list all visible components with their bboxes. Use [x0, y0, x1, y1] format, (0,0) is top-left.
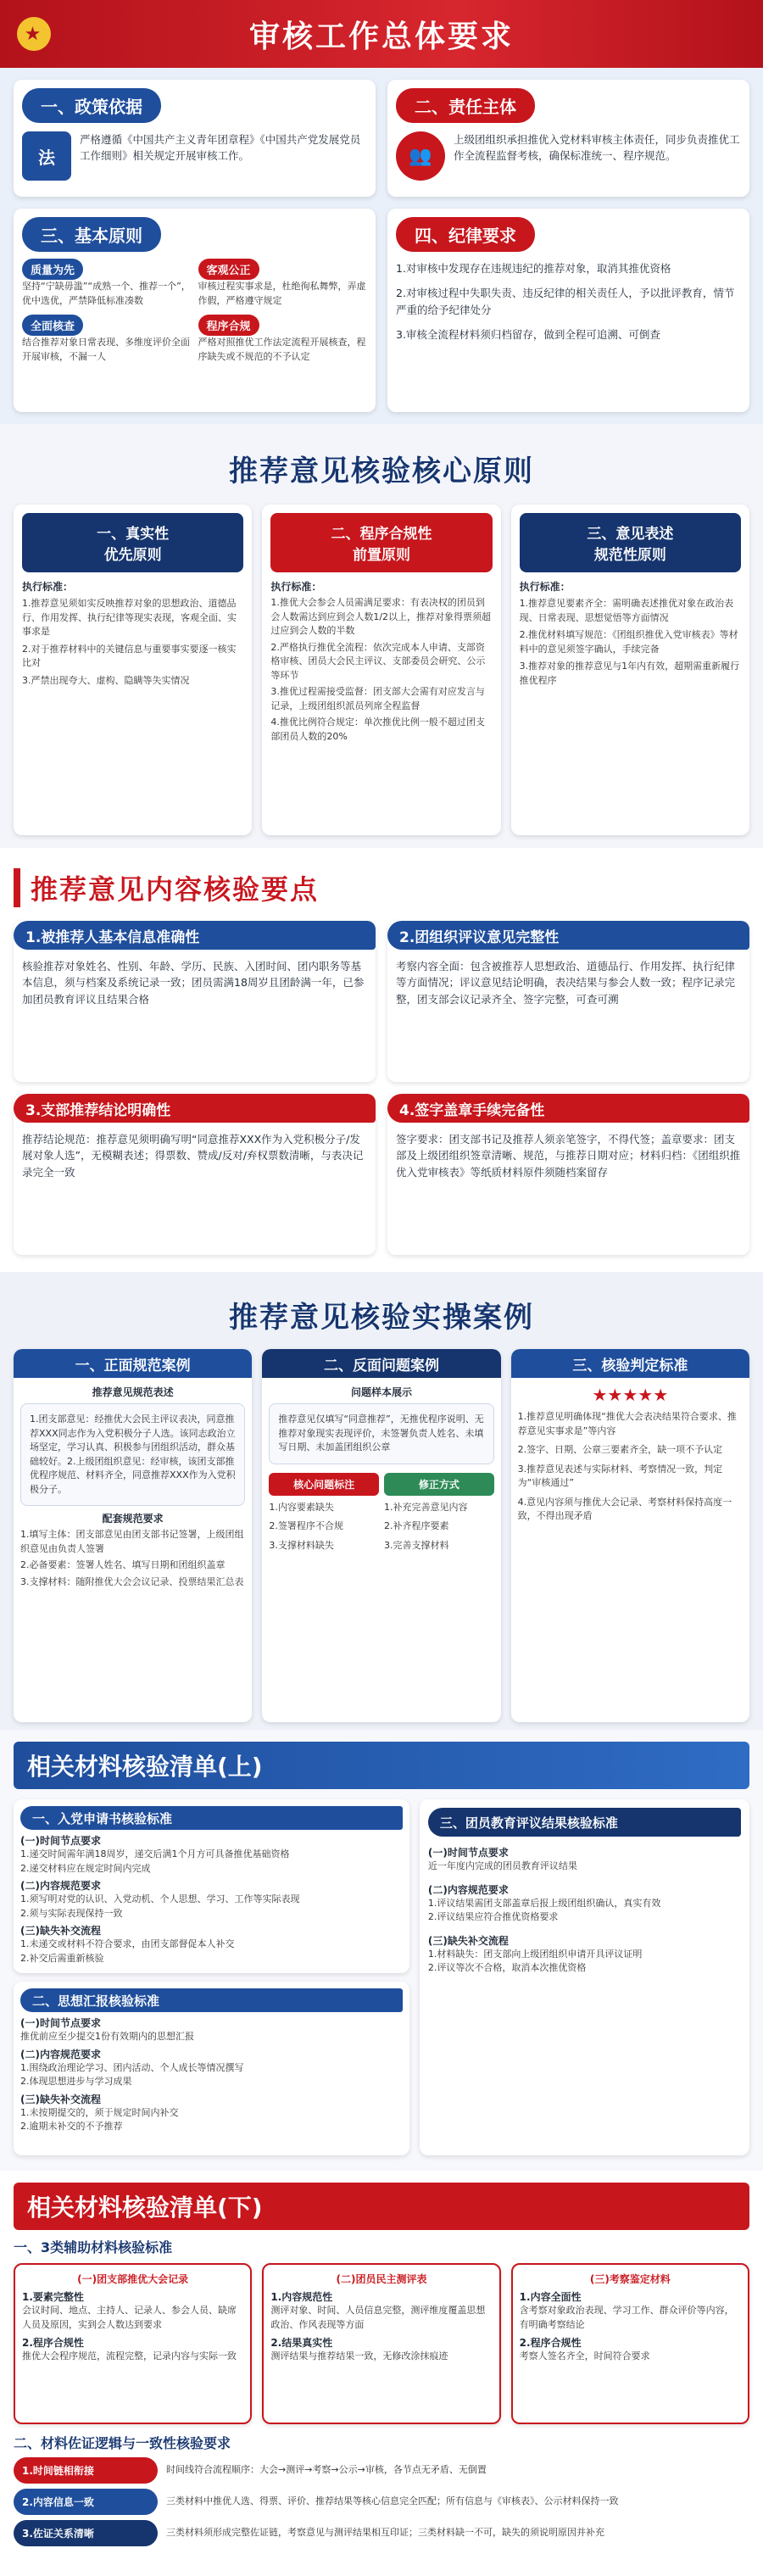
- list1-section: [0, 1730, 763, 2171]
- list1-title: 相关材料核验清单(上): [14, 1742, 749, 1789]
- discipline-item: 2.对审核过程中失职失责、违反纪律的相关责任人，予以批评教育，情节严重的给予纪律处分: [396, 287, 735, 316]
- content-title: 推荐意见内容核验要点: [31, 873, 320, 906]
- policy-text: 严格遵循《中国共产主义青年团章程》《中国共产党发展党员工作细则》相关规定开展审核工作。: [80, 133, 361, 163]
- aux-material: (一)团支部推优大会记录 1.要素完整性 会议时间、地点、主持人、记录人、参会人员、缺席人员及原因，实到会人数达到要求 2.程序合规性 推优大会程序规范，流程完整，记录内容与实际一致: [14, 2263, 252, 2424]
- content-title-bar: [14, 868, 749, 907]
- content-item: 3.支部推荐结论明确性 推荐结论规范：推荐意见须明确写明“同意推荐XXX作为入党积极分子/发展对象人选”，无模糊表述；得票数、赞成/反对/弃权票数清晰，与表决记录完全一致: [14, 1094, 376, 1255]
- consistency-row: 1.时间链相衔接 时间线符合流程顺序：大会→测评→考察→公示→审核，各节点无矛盾、无倒置: [14, 2457, 749, 2484]
- title-banner: [0, 0, 763, 68]
- principles-card: [14, 209, 376, 412]
- policy-heading: 一、政策依据: [22, 88, 161, 123]
- overview-section: [0, 68, 763, 424]
- list2-title: 相关材料核验清单(下): [14, 2183, 749, 2230]
- principle-item: 全面核查 结合推荐对象日常表现、多维度评价全面开展审核，不漏一人: [22, 315, 192, 364]
- subject-text: 上级团组织承担推优入党材料审核主体责任，同步负责推优工作全流程监督考核，确保标准统一、程序规范。: [454, 133, 740, 163]
- consistency-row: 3.佐证关系清晰 三类材料须形成完整佐证链，考察意见与测评结果相互印证；三类材料缺一不可，缺失的须说明原因并补充: [14, 2520, 749, 2546]
- list2-subtitle: 一、3类辅助材料核验标准: [14, 2239, 173, 2255]
- principles-heading: 三、基本原则: [22, 217, 161, 252]
- discipline-heading: 四、纪律要求: [396, 217, 535, 252]
- people-icon: 👥: [396, 131, 445, 181]
- case-standard: 三、核验判定标准 ★★★★★ 1.推荐意见明确体现“推优大会表决结果符合要求、推荐意见实事求是”等内容 2.签字、日期、公章三要素齐全，缺一项不予认定 3.推荐意见表述与实际材料、考察情况一致，判定为“审核通过” 4.意见内容须与推优大会记录、考察材料保持高度一致，不得出现矛盾: [511, 1349, 749, 1722]
- case-positive: 一、正面规范案例 推荐意见规范表述 1.团支部意见：经推优大会民主评议表决，同意推荐XXX同志作为入党积极分子人选。该同志政治立场坚定，学习认真、积极参与团组织活动，群众基础较好。2.上级团组织意见：经审核，该团支部推优程序规范、材料齐全，同意推荐XXX作为入党积极分子。 配套规范要求 1.填写主体：团支部意见由团支部书记签署，上级团组织意见由负责人签署 2.必备要素：签署人姓名、填写日期和团组织盖章 3.支撑材料：随附推优大会会议记录、投票结果汇总表: [14, 1349, 252, 1722]
- discipline-item: 1.对审核中发现存在违规违纪的推荐对象，取消其推优资格: [396, 262, 671, 275]
- consistency-subtitle: 二、材料佐证逻辑与一致性核验要求: [14, 2435, 231, 2451]
- content-section: [0, 848, 763, 1272]
- content-item: 4.签字盖章手续完备性 签字要求：团支部书记及推荐人须亲笔签字，不得代签；盖章要求：团支部及上级团组织签章清晰、规范，与推荐日期对应；材料归档：《团组织推优入党审核表》等纸质材料原件须随档案留存: [387, 1094, 749, 1255]
- aux-material: (三)考察鉴定材料 1.内容全面性 含考察对象政治表现、学习工作、群众评价等内容，有明确考察结论 2.程序合规性 考察人签名齐全，时间符合要求: [511, 2263, 749, 2424]
- core-col-expression: 三、意见表述 规范性原则 执行标准： 1.推荐意见要素齐全：需明确表述推优对象在政治表现、日常表现、思想觉悟等方面情况 2.推优材料填写规范：《团组织推优入党审核表》等材料中的意见须签字确认，手续完备 3.推荐对象的推荐意见与1年内有效，超期需重新履行推优程序: [511, 505, 749, 835]
- principle-item: 程序合规 严格对照推优工作法定流程开展核查，程序缺失或不规范的不予认定: [198, 315, 368, 364]
- core-col-title: 一、真实性 优先原则: [22, 513, 243, 572]
- policy-card: [14, 80, 376, 197]
- case-negative: 二、反面问题案例 问题样本展示 推荐意见仅填写“同意推荐”，无推优程序说明、无推荐对象现实表现评价，未签署负责人姓名、未填写日期、未加盖团组织公章 核心问题标注 修正方式 1.内容要素缺失 1.补充完善意见内容 2.签署程序不合规 2.补齐程序要素 3.支撑材料缺失 3.完善支撑材料: [262, 1349, 500, 1722]
- subject-card: [387, 80, 749, 197]
- discipline-item: 3.审核全流程材料须归档留存，做到全程可追溯、可倒查: [396, 328, 660, 342]
- content-item: 1.被推荐人基本信息准确性 核验推荐对象姓名、性别、年龄、学历、民族、入团时间、团内职务等基本信息，须与档案及系统记录一致；团员需满18周岁且团龄满一年，已参加团员教育评议且结果合格: [14, 921, 376, 1082]
- list1-evaluation: 三、团员教育评议结果核验标准 (一)时间节点要求 近一年度内完成的团员教育评议结果 (二)内容规范要求 1.评议结果需团支部盖章后报上级团组织确认，真实有效 2.评议结果应符合推优资格要求 (三)缺失补交流程 1.材料缺失：团支部向上级团组织申请开具评议证明 2.评议等次不合格，取消本次推优资格: [420, 1799, 749, 2155]
- content-item: 2.团组织评议意见完整性 考察内容全面：包含被推荐人思想政治、道德品行、作用发挥、执行纪律等方面情况；评议意见结论明确，表决结果与参会人数一致；程序记录完整，团支部会议记录齐全、签字完整，可查可溯: [387, 921, 749, 1082]
- core-col-title: 二、程序合规性 前置原则: [270, 513, 492, 572]
- list1-report: 二、思想汇报核验标准 (一)时间节点要求 推优前应至少提交1份有效期内的思想汇报 (二)内容规范要求 1.围绕政治理论学习、团内活动、个人成长等情况撰写 2.体现思想进步与学习成果 (三)缺失补交流程 1.未按期提交的，须于规定时间内补交 2.逾期未补交的不予推荐: [14, 1982, 409, 2155]
- cases-section: [0, 1272, 763, 1730]
- party-emblem-icon: ★: [17, 17, 51, 51]
- cases-title: 推荐意见核验实操案例: [229, 1301, 534, 1335]
- page-title: 审核工作总体要求: [248, 19, 514, 54]
- aux-material: (二)团员民主测评表 1.内容规范性 测评对象、时间、人员信息完整，测评维度覆盖思想政治、作风表现等方面 2.结果真实性 测评结果与推荐结果一致，无修改涂抹痕迹: [262, 2263, 500, 2424]
- list2-section: [0, 2171, 763, 2576]
- discipline-card: [387, 209, 749, 412]
- principle-item: 质量为先 坚持“宁缺毋滥”“成熟一个、推荐一个”，优中选优，严禁降低标准凑数: [22, 259, 192, 308]
- rating-stars: ★★★★★: [592, 1385, 669, 1405]
- subject-heading: 二、责任主体: [396, 88, 535, 123]
- list1-application: 一、入党申请书核验标准 (一)时间节点要求 1.递交时间需年满18周岁，递交后满1个月方可具备推优基础资格 2.递交材料应在规定时间内完成 (二)内容规范要求 1.须写明对党的认识、入党动机、个人思想、学习、工作等实际表现 2.须与实际表现保持一致 (三)缺失补交流程 1.未递交或材料不符合要求，由团支部督促本人补交 2.补交后需重新核验: [14, 1799, 409, 1973]
- principle-item: 客观公正 审核过程实事求是，杜绝徇私舞弊，弄虚作假，严格遵守规定: [198, 259, 368, 308]
- consistency-row: 2.内容信息一致 三类材料中推优人选、得票、评价、推荐结果等核心信息完全匹配；所有信息与《审核表》、公示材料保持一致: [14, 2489, 749, 2515]
- core-col-title: 三、意见表述 规范性原则: [520, 513, 741, 572]
- core-col-procedure: 二、程序合规性 前置原则 执行标准： 1.推优大会参会人员需满足要求：有表决权的团员到会人数需达到应到会人数1/2以上，推荐对象得票须超过应到会人数的半数 2.严格执行推优全流程：依次完成本人申请、支部资格审核、团员大会民主评议、支部委员会研究、公示等环节 3.推优过程需接受监督：团支部大会需有对应发言与记录，上级团组织派员列席全程监督 4.推优比例符合规定：单次推优比例一般不超过团支部团员人数的20%: [262, 505, 500, 835]
- core-title: 推荐意见核验核心原则: [229, 454, 534, 488]
- core-col-truth: 一、真实性 优先原则 执行标准： 1.推荐意见须如实反映推荐对象的思想政治、道德品行、作用发挥、执行纪律等现实表现，客观全面、实事求是 2.对于推荐材料中的关键信息与重要事实要逐一核实比对 3.严禁出现夸大、虚构、隐瞒等失实情况: [14, 505, 252, 835]
- law-book-icon: 法: [22, 131, 71, 181]
- core-section: [0, 424, 763, 848]
